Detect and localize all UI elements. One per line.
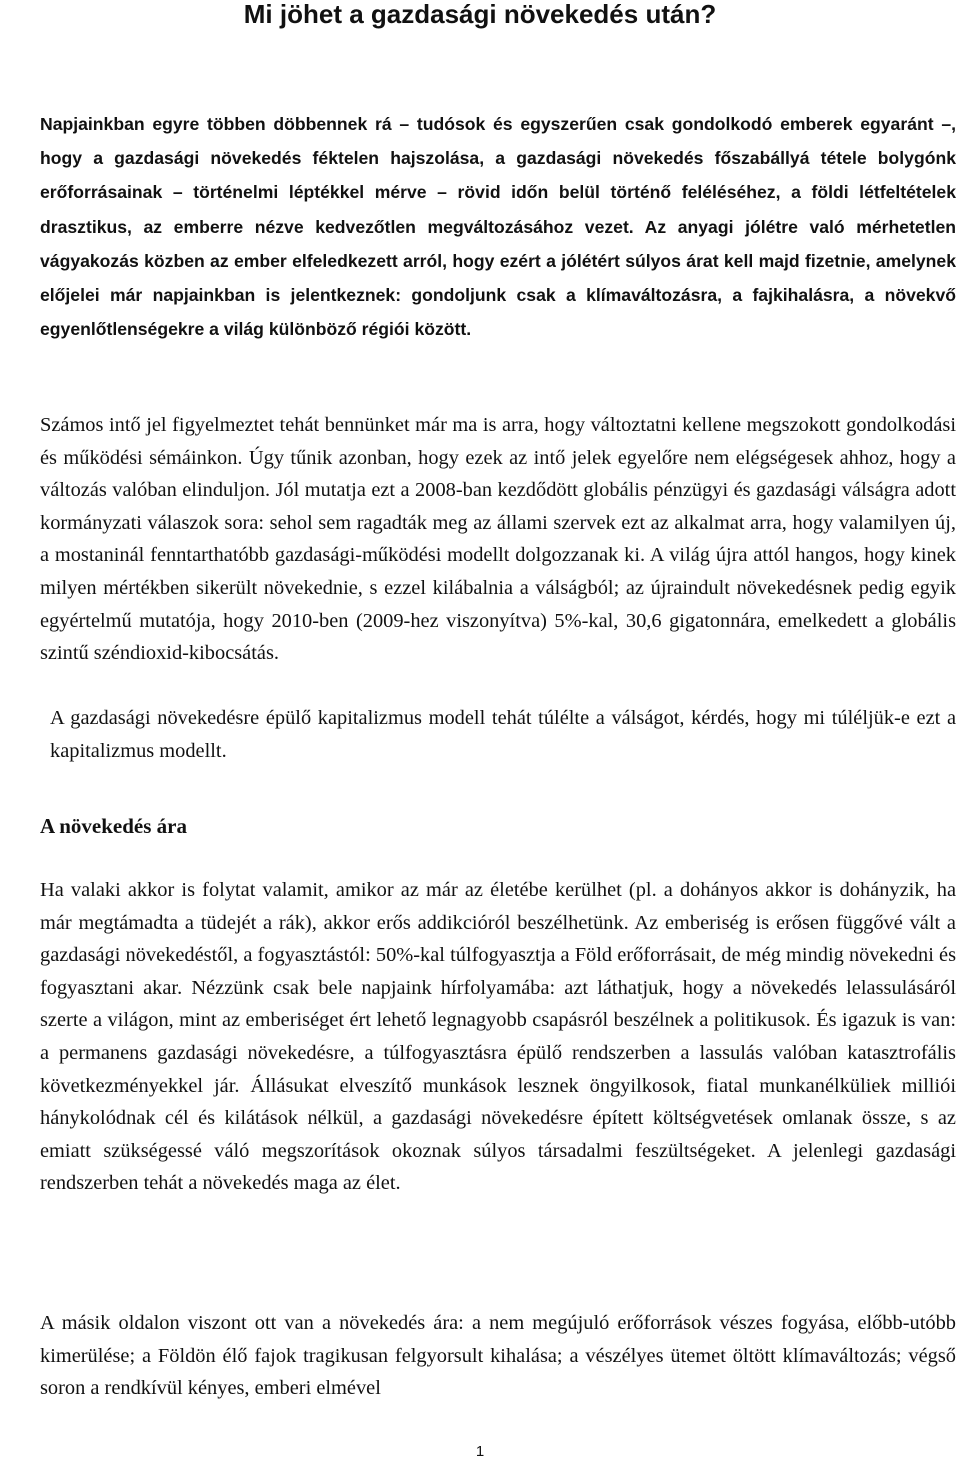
intro-paragraph: Napjainkban egyre többen döbbennek rá – tudósok és egyszerűen csak gondolkodó emberek egyaránt –, hogy a gazdasági növekedés féktelen hajszolása, a gazdasági növekedés főszabállyá tétele bolygónk erőforrásainak – történelmi léptékkel mérve – rövid időn belül történő feléléséhez, a földi létfeltételek drasztikus, az emberre nézve kedvezőtlen megváltozásához vezet. Az anyagi jólétre való mérhetetlen vágyakozás közben az ember elfeledkezett arról, hogy ezért a jólétért súlyos árat kell majd fizetnie, amelynek előjelei már napjainkban is jelentkeznek: gondoljunk csak a klímaváltozásra, a fajkihalásra, a növekvő egyenlőtlenségekre a világ különböző régiói között. [40,114,956,340]
document-title: Mi jöhet a gazdasági növekedés után? [243,0,717,29]
body-paragraph-capitalism-model: A gazdasági növekedésre épülő kapitalizmus modell tehát túlélte a válságot, kérdés, hogy mi túléljük-e ezt a kapitalizmus modellt. [50,707,956,762]
body-paragraph-addiction: Ha valaki akkor is folytat valamit, amikor az már az életébe kerülhet (pl. a dohányos akkor is dohányzik, ha már megtámadta a tüdejét a rák), akkor erős addikcióról beszélhetünk. Az emberiség is erősen függővé vált a gazdasági növekedéstől, a fogyasztástól: 50%-kal túlfogyasztja a Föld erőforrásait, de még mindig növekedni és fogyasztani akar. Nézzünk csak bele napjaink hírfolyamába: azt láthatjuk, hogy a növekedés lelassulásáról szerte a világon, mint az emberiséget ért lehető legnagyobb csapásról beszélnek a politikusok. És igazuk is van: a permanens gazdasági növekedésre, a túlfogyasztásra épülő rendszerben a lassulás valóban katasztrofális következményekkel jár. Állásukat elveszítő munkások lesznek öngyilkosok, fiatal munkanélküliek milliói hánykolódnak cél és kilátások nélkül, a gazdasági növekedésre épített költségvetések omlanak össze, s az emiatt szükségessé váló megszorítások okoznak súlyos társadalmi feszültségeket. A jelenlegi gazdasági rendszerben tehát a növekedés maga az élet. [40,879,956,1195]
body-paragraph-warning-signs: Számos intő jel figyelmeztet tehát bennünket már ma is arra, hogy változtatni kellene megszokott gondolkodási és működési sémáinkon. Úgy tűnik azonban, hogy ezek az intő jelek egyelőre nem elégségesek ahhoz, hogy a változás valóban elinduljon. Jól mutatja ezt a 2008-ban kezdődött globális pénzügyi és gazdasági válságra adott kormányzati válaszok sora: sehol sem ragadták meg az állami szervek ezt az alkalmat arra, hogy valamilyen új, a mostaninál fenntarthatóbb gazdasági-működési modellt dolgozzanak ki. A világ újra attól hangos, hogy kinek milyen mértékben sikerült növekednie, s ezzel kilábalnia a válságból; az újraindult növekedésnek pedig egyik egyértelmű mutatója, hogy 2010-ben (2009-hez viszonyítva) 5%-kal, 30,6 gigatonnára, emelkedett a globális szintű széndioxid-kibocsátás. [40,414,956,665]
body-paragraph-price-of-growth: A másik oldalon viszont ott van a növekedés ára: a nem megújuló erőforrások vészes fogyása, előbb-utóbb kimerülése; a Földön élő fajok tragikusan felgyorsult kihalása; a vészélyes ütemet öltött klímaváltozás; végső soron a rendkívül kényes, emberi elmével [40,1312,956,1400]
page-number: 1 [475,1443,485,1460]
section-heading: A növekedés ára [40,814,187,838]
